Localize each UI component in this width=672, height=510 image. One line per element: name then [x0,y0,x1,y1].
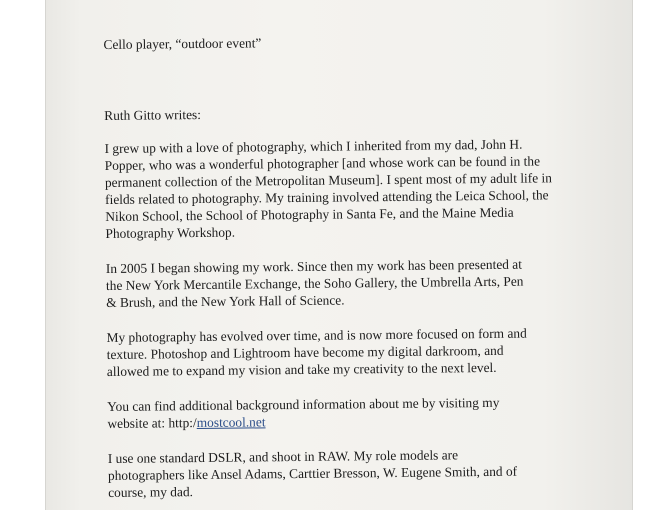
paragraph3-line: texture. Photoshop and Lightroom have become my digital darkroom, and [106,342,504,362]
author-line: Ruth Gitto writes: [104,106,202,123]
paragraph5-line: I use one standard DSLR, and shoot in RAW. My role models are [107,447,459,466]
paper-page [46,0,632,510]
paragraph1-line: Photography Workshop. [105,224,236,241]
paragraph2-line: & Brush, and the New York Hall of Science. [106,292,345,310]
paragraph3-line: allowed me to expand my vision and take my creativity to the next level. [106,359,497,379]
paragraph3-line: My photography has evolved over time, and is now more focused on form and [106,325,527,345]
paragraph1-line: Popper, who was a wonderful photographer [and whose work can be found in the [104,153,541,173]
website-prefix: website at: http:/ [107,415,197,431]
paragraph1-line: I grew up with a love of photography, which I inherited from my dad, John H. [104,136,523,156]
caption-line: Cello player, “outdoor event” [103,35,262,52]
paragraph1-line: Nikon School, the School of Photography in Santa Fe, and the Maine Media [105,204,514,224]
paragraph5-line: course, my dad. [108,484,194,500]
paragraph2-line: In 2005 I began showing my work. Since then my work has been presented at [105,256,523,276]
paragraph5-line: photographers like Ansel Adams, Carttier Bresson, W. Eugene Smith, and of [107,463,518,483]
website-link[interactable]: mostcool.net [196,414,266,431]
paragraph1-line: fields related to photography. My training involved attending the Leica School, the [105,187,549,207]
paragraph1-line: permanent collection of the Metropolitan Museum]. I spent most of my adult life in [104,170,552,190]
paragraph4-line: You can find additional background information about me by visiting my [107,394,500,414]
paragraph2-line: the New York Mercantile Exchange, the Soho Gallery, the Umbrella Arts, Pen [105,273,524,293]
paragraph4-line [107,414,265,432]
